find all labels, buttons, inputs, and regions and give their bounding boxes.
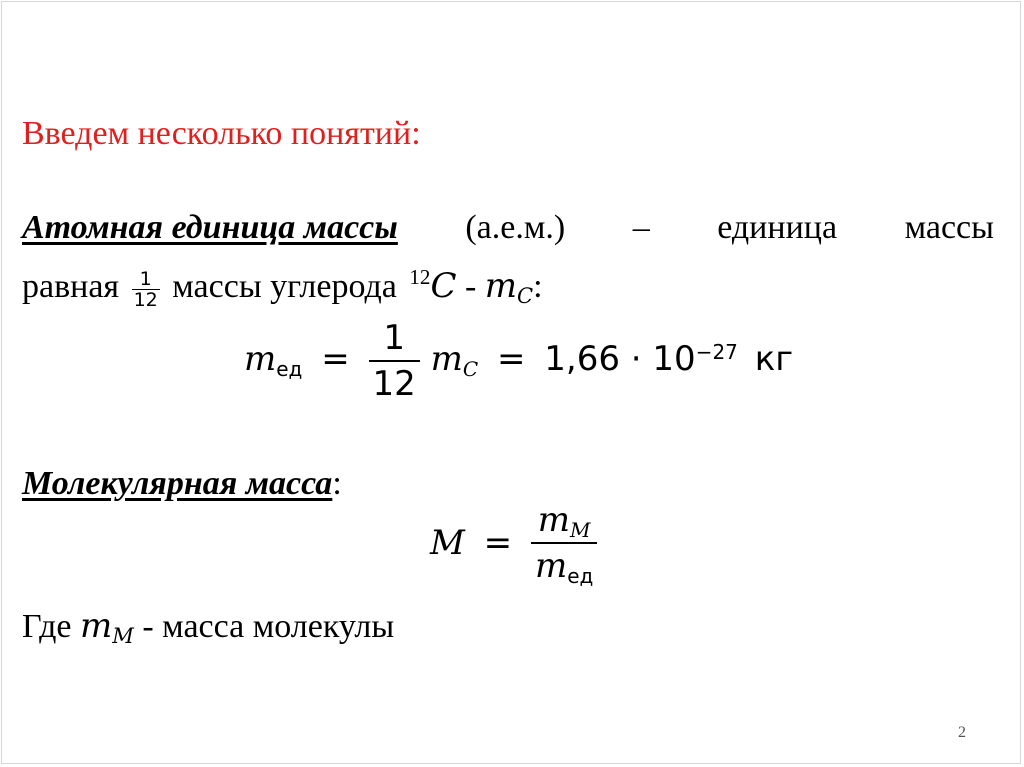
where-clause: Где mM - масса молекулы — [22, 606, 395, 649]
page-number: 2 — [958, 724, 966, 741]
one-twelfth-fraction: $\frac{1}{12}$ — [133, 267, 158, 311]
molar-mass-heading: Молекулярная масса: — [22, 465, 342, 502]
amu-word1: единица — [717, 209, 838, 246]
unit-kg: кг — [754, 339, 794, 379]
amu-term: Атомная единица массы — [22, 209, 398, 246]
amu-abbr: (а.е.м.) — [465, 209, 566, 246]
amu-definition-line1 — [22, 208, 994, 248]
amu-dash: – — [632, 209, 650, 246]
carbon-mass-symbol: m — [484, 266, 518, 306]
intro-heading: Введем несколько понятий: — [22, 115, 421, 152]
molar-mass-fraction: $\frac{mM}{\text{mед}}$ — [531, 500, 597, 586]
molar-mass-formula: M = $\frac{mM}{\text{mед}}$ — [430, 500, 597, 586]
amu-formula: mед = $\frac{1}{12}$ mC = $1,66 \cdot 10^{-27}$ кг — [244, 318, 794, 404]
amu-word2: массы — [904, 209, 994, 246]
carbon-symbol: C — [430, 266, 457, 306]
amu-formula-fraction: $\frac{1}{12}$ — [369, 318, 420, 404]
isotope-mass-number: 12 — [409, 265, 431, 290]
amu-value: 1,66 — [544, 339, 620, 379]
amu-definition-line2: равная $\frac{1}{12}$ массы углерода $^{12}$C - mC: — [22, 265, 543, 311]
